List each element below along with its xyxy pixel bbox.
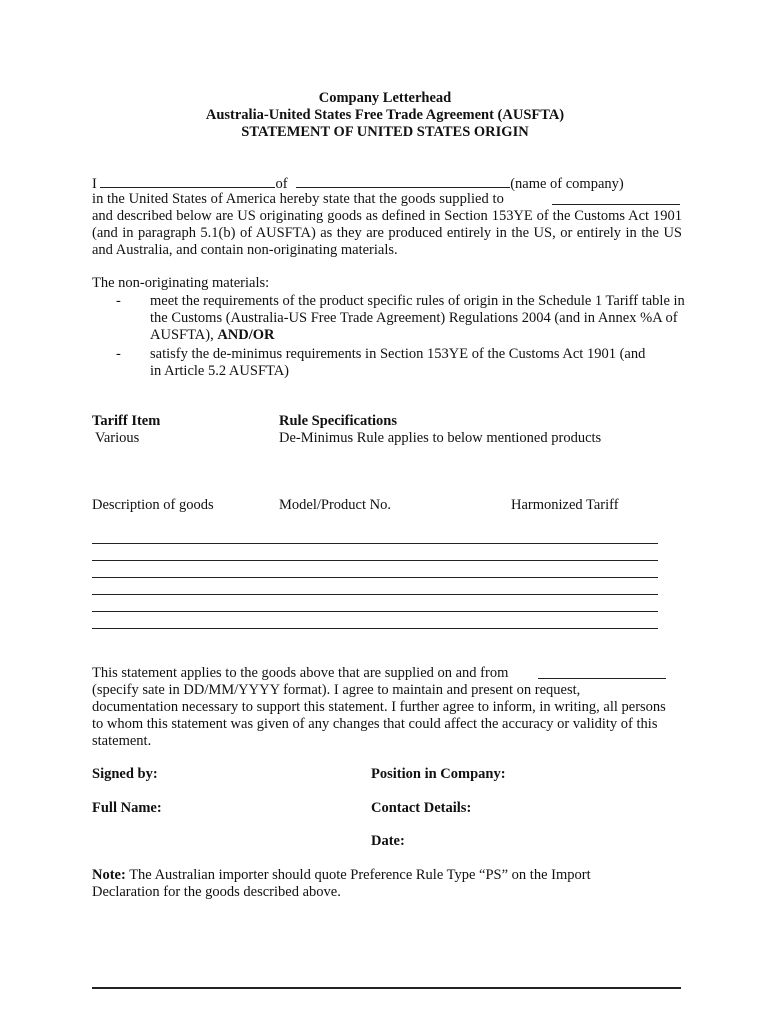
- goods-entry-line[interactable]: [92, 628, 658, 629]
- goods-entry-line[interactable]: [92, 577, 658, 578]
- company-name-field[interactable]: [296, 174, 510, 188]
- col-model-header: Model/Product No.: [279, 497, 391, 513]
- statement-date-text: This statement applies to the goods above that are supplied on and from: [92, 665, 509, 681]
- start-date-field[interactable]: [538, 665, 666, 679]
- statement-title: STATEMENT OF UNITED STATES ORIGIN: [241, 124, 529, 140]
- col-description-header: Description of goods: [92, 497, 214, 513]
- declaration-body: and described below are US originating goods as defined in Section 153YE of the Customs Act 1901 (and in paragraph 5.1(b) of AUSFTA) as they are produced entirely in the US, or entirely in the US and Australia, and contain non-originating materials.: [92, 208, 682, 258]
- full-name-label: Full Name:: [92, 800, 162, 816]
- bullet-dash-1: -: [116, 293, 121, 309]
- note-label: Note:: [92, 867, 126, 883]
- materials-bullet-1: [150, 293, 685, 344]
- note-text: The Australian importer should quote Preference Rule Type “PS” on the Import Declaration for the goods described above.: [92, 867, 591, 900]
- declarant-label: I: [92, 176, 97, 192]
- rule-spec-header: Rule Specifications: [279, 413, 398, 429]
- statement-line-1: [92, 665, 682, 682]
- goods-entry-line[interactable]: [92, 611, 658, 612]
- footer-divider: [92, 987, 681, 989]
- materials-intro: The non-originating materials:: [92, 275, 270, 291]
- tariff-item-header: Tariff Item: [92, 413, 161, 429]
- importer-note: [92, 867, 652, 901]
- bullet-1-text: meet the requirements of the product specific rules of origin in the Schedule 1 Tariff table in the Customs (Australia-US Free Trade Agreement) Regulations 2004 (and in Annex %A of AUSFTA),: [150, 293, 685, 343]
- supplied-to-text: in the United States of America hereby state that the goods supplied to: [92, 191, 504, 207]
- goods-entry-line[interactable]: [92, 543, 658, 544]
- of-label: of: [275, 176, 288, 192]
- bullet-1-and-or: AND/OR: [217, 327, 275, 343]
- rule-spec-value: De-Minimus Rule applies to below mentioned products: [279, 430, 602, 446]
- goods-entry-line[interactable]: [92, 560, 658, 561]
- contact-details-label: Contact Details:: [371, 800, 472, 816]
- declarant-name-field[interactable]: [100, 174, 275, 188]
- declaration-line-2: [92, 191, 682, 208]
- bullet-dash-2: -: [116, 346, 121, 362]
- tariff-item-value: Various: [95, 430, 140, 446]
- statement-body: (specify sate in DD/MM/YYYY format). I agree to maintain and present on request, documentation necessary to support this statement. I further agree to inform, in writing, all persons to whom this statement was given of any changes that could affect the accuracy or validity of this statement.: [92, 682, 666, 749]
- importer-name-field[interactable]: [552, 191, 680, 205]
- signed-by-label: Signed by:: [92, 766, 158, 782]
- col-tariff-header: Harmonized Tariff: [511, 497, 619, 513]
- letterhead-title: Company Letterhead: [318, 90, 452, 106]
- agreement-title: Australia-United States Free Trade Agreement (AUSFTA): [205, 107, 565, 123]
- position-label: Position in Company:: [371, 766, 506, 782]
- goods-entry-line[interactable]: [92, 594, 658, 595]
- date-label: Date:: [371, 833, 405, 849]
- materials-bullet-2: satisfy the de-minimus requirements in Section 153YE of the Customs Act 1901 (and in Article 5.2 AUSFTA): [150, 346, 646, 379]
- company-name-hint: (name of company): [510, 176, 624, 192]
